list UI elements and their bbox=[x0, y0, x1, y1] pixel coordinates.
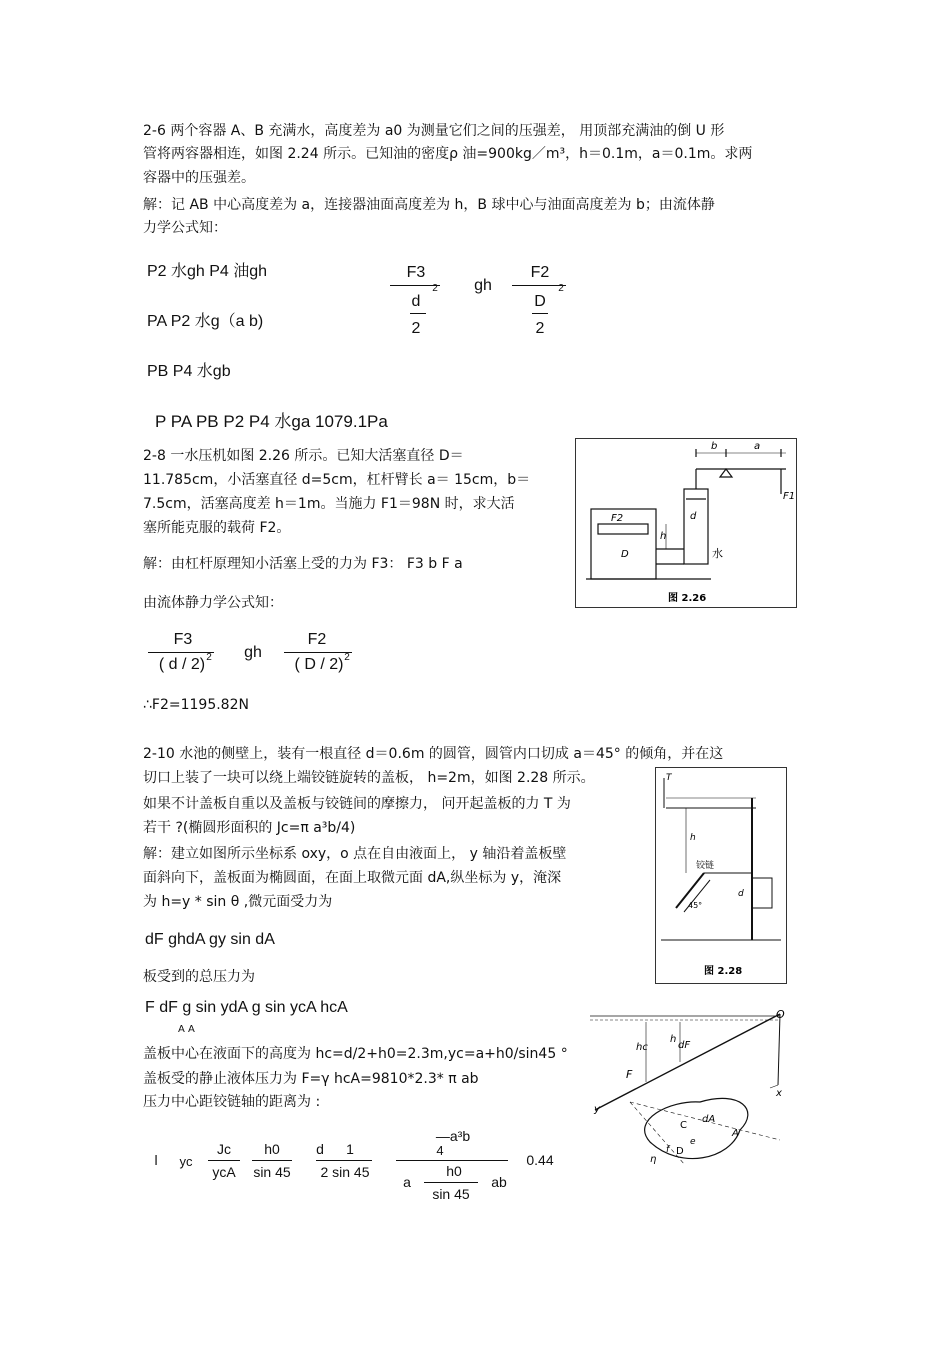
p210-eq3-hh0: h0 bbox=[446, 1163, 462, 1179]
p210-eq3-val: 0.44 bbox=[526, 1152, 554, 1168]
p28-fb-den: ( D / 2) bbox=[294, 656, 344, 673]
p28-result: ∴F2=1195.82N bbox=[143, 697, 249, 713]
fig228-d: d bbox=[738, 889, 744, 899]
p210-line5: 解：建立如图所示坐标系 oxy，o 点在自由液面上， y 轴沿着盖板壁 bbox=[143, 846, 567, 862]
fig226-a: a bbox=[754, 441, 761, 452]
figxy-dF: dF bbox=[678, 1040, 691, 1051]
figxy-x: x bbox=[776, 1088, 782, 1099]
fig228-hinge: 铰链 bbox=[696, 861, 715, 871]
figxy-dA: dA bbox=[702, 1114, 716, 1125]
p210-eq3-sin: sin 45 bbox=[253, 1164, 291, 1180]
p210-eq3-ab: ab bbox=[491, 1174, 507, 1190]
figxy-eta: η bbox=[650, 1154, 657, 1165]
figxy-hc: hc bbox=[636, 1042, 648, 1053]
figxy-D: D bbox=[676, 1146, 684, 1157]
fig226-h: h bbox=[660, 531, 667, 542]
figxy-O: O bbox=[776, 1010, 785, 1021]
fig226-F2: F2 bbox=[611, 513, 624, 524]
p26-frac2-exp: 2 bbox=[558, 283, 564, 294]
p210-eq3-Jc: Jc bbox=[217, 1141, 231, 1157]
p26-gh: gh bbox=[474, 277, 492, 294]
figure-2-28-diagram bbox=[656, 768, 786, 983]
p26-eq3: PB P4 水gb bbox=[147, 363, 231, 380]
p210-eq3-bar4 bbox=[396, 1160, 508, 1161]
p28-line6: 由流体静力学公式知： bbox=[143, 595, 283, 611]
p210-line3: 如果不计盖板自重以及盖板与铰链间的摩擦力， 问开起盖板的力 T 为 bbox=[143, 796, 571, 812]
p26-eq2: PA P2 水g（a b) bbox=[147, 313, 264, 330]
figure-2-26-diagram bbox=[576, 439, 796, 607]
p210-eq3-h0: h0 bbox=[264, 1141, 280, 1157]
p210-eq3-l: l bbox=[154, 1152, 158, 1168]
figure-2-28 bbox=[655, 767, 787, 984]
p210-eq3-yc: yc bbox=[179, 1154, 193, 1169]
p26-frac2-num: F2 bbox=[530, 264, 550, 281]
p210-eq3-a3b: —a³b bbox=[435, 1128, 471, 1144]
p28-fa-exp: 2 bbox=[206, 652, 212, 663]
p26-frac1-num: F3 bbox=[406, 264, 426, 281]
p210-line7: 为 h=y * sin θ ,微元面受力为 bbox=[143, 894, 333, 910]
fig228-h: h bbox=[690, 833, 696, 843]
figxy-e: e bbox=[690, 1137, 696, 1147]
fig226-b: b bbox=[711, 441, 718, 452]
fig226-d: d bbox=[690, 511, 697, 522]
p26-line1: 2-6 两个容器 A、B 充满水，高度差为 a0 为测量它们之间的压强差， 用顶部充满油的倒 U 形 bbox=[143, 123, 725, 139]
figure-2-26 bbox=[575, 438, 797, 608]
p26-frac1-exp: 2 bbox=[432, 283, 438, 294]
p210-eq3-bar1 bbox=[208, 1160, 240, 1161]
p28-line5: 解：由杠杆原理知小活塞上受的力为 F3： F3 b F a bbox=[143, 556, 463, 572]
figxy-F: F bbox=[626, 1068, 633, 1081]
figxy-A: A bbox=[732, 1128, 739, 1139]
p210-line6: 面斜向下，盖板面为椭圆面，在面上取微元面 dA,纵坐标为 y，淹深 bbox=[143, 870, 562, 886]
p210-eq3-bar3 bbox=[316, 1160, 372, 1161]
p210-line8: 板受到的总压力为 bbox=[143, 969, 255, 985]
p26-frac1-den2: 2 bbox=[411, 320, 421, 337]
figxy-y: y bbox=[594, 1104, 600, 1115]
p210-eq3-bar5 bbox=[424, 1182, 478, 1183]
p26-eq4: P PA PB P2 P4 水ga 1079.1Pa bbox=[155, 412, 388, 431]
p26-line5: 力学公式知： bbox=[143, 220, 227, 236]
p210-eq3-ycA: ycA bbox=[212, 1164, 236, 1180]
p210-eq3-4: 4 bbox=[436, 1143, 444, 1158]
p210-line2: 切口上装了一块可以绕上端铰链旋转的盖板， h=2m，如图 2.28 所示。 bbox=[143, 770, 595, 786]
p28-fa-num: F3 bbox=[173, 631, 193, 648]
p210-eq3-d: d bbox=[316, 1141, 324, 1157]
p210-eq3-2sin: 2 sin 45 bbox=[320, 1164, 370, 1180]
p210-eq3-bar2 bbox=[252, 1160, 292, 1161]
p28-gh: gh bbox=[244, 644, 262, 661]
p210-eq3-sin2: sin 45 bbox=[432, 1186, 470, 1202]
p28-fb-exp: 2 bbox=[344, 652, 350, 663]
p210-eq1: dF ghdA gy sin dA bbox=[145, 931, 275, 948]
figxy-C: C bbox=[680, 1120, 687, 1131]
p28-line2: 11.785cm，小活塞直径 d=5cm，杠杆臂长 a＝ 15cm，b＝ bbox=[143, 472, 531, 488]
p26-eq1: P2 水gh P4 油gh bbox=[147, 263, 268, 280]
p28-line1: 2-8 一水压机如图 2.26 所示。已知大活塞直径 D＝ bbox=[143, 448, 464, 464]
fig228-T: T bbox=[666, 773, 672, 783]
p210-line10: 盖板受的静止液体压力为 F=γ hcA=9810*2.3* π ab bbox=[143, 1071, 479, 1087]
p26-frac2-inner-bar bbox=[532, 313, 548, 314]
p210-eq2: F dF g sin ydA g sin ycA hcA bbox=[145, 999, 348, 1016]
fig226-F1: F1 bbox=[783, 491, 796, 502]
p210-eq2-sub: A A bbox=[178, 1024, 195, 1035]
p28-fb-num: F2 bbox=[307, 631, 327, 648]
fig226-D: D bbox=[621, 549, 629, 560]
p28-line3: 7.5cm，活塞高度差 h＝1m。当施力 F1＝98N 时，求大活 bbox=[143, 496, 515, 512]
p28-fa-den: ( d / 2) bbox=[158, 656, 206, 673]
p210-line11: 压力中心距铰链轴的距离为 : bbox=[143, 1094, 321, 1110]
p26-frac2-den: D bbox=[534, 293, 546, 310]
p26-line3: 容器中的压强差。 bbox=[143, 170, 255, 186]
p26-line2: 管将两容器相连，如图 2.24 所示。已知油的密度ρ 油=900kg／m³，h＝0.1m，a＝0.1m。求两 bbox=[143, 146, 753, 162]
fig226-caption: 图 2.26 bbox=[668, 593, 707, 604]
p210-line9: 盖板中心在液面下的高度为 hc=d/2+h0=2.3m,yc=a+h0/sin45 ° bbox=[143, 1046, 568, 1062]
figxy-f: f bbox=[666, 1145, 670, 1155]
p26-line4: 解：记 AB 中心高度差为 a，连接器油面高度差为 h，B 球中心与油面高度差为 b；由流体静 bbox=[143, 197, 715, 213]
p28-line4: 塞所能克服的载荷 F2。 bbox=[143, 520, 291, 536]
p26-frac1-inner-bar bbox=[410, 313, 426, 314]
figure-coordinate-system bbox=[590, 1010, 795, 1180]
p210-eq3-1: 1 bbox=[346, 1141, 354, 1157]
fig226-water: 水 bbox=[712, 547, 723, 560]
p210-line1: 2-10 水池的侧壁上，装有一根直径 d＝0.6m 的圆管，圆管内口切成 a＝45° 的倾角，并在这 bbox=[143, 746, 724, 762]
p210-line4: 若干 ?(椭圆形面积的 Jc=π a³b/4) bbox=[143, 820, 356, 836]
figure-coordinate-diagram bbox=[590, 1010, 795, 1180]
figxy-h: h bbox=[670, 1034, 677, 1045]
p210-eq3-a: a bbox=[403, 1174, 411, 1190]
fig228-caption: 图 2.28 bbox=[704, 966, 743, 977]
p26-frac2-den2: 2 bbox=[535, 320, 545, 337]
p26-frac1-den: d bbox=[411, 293, 421, 310]
fig228-angle: 45° bbox=[688, 901, 703, 910]
